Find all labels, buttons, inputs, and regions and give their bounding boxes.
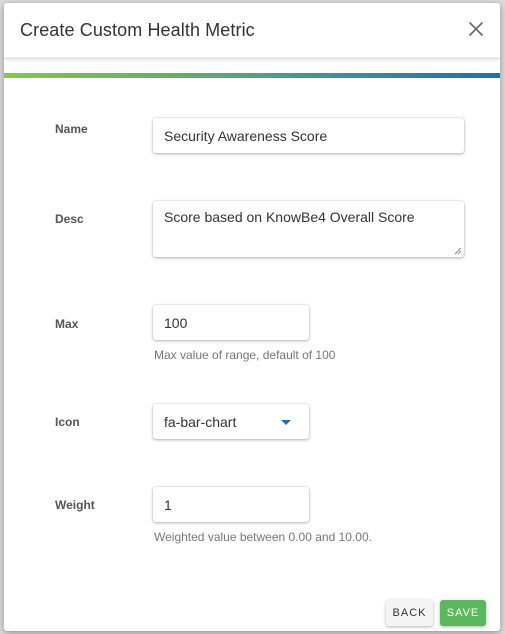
close-icon[interactable] (466, 19, 486, 39)
max-input[interactable] (153, 305, 309, 340)
max-hint: Max value of range, default of 100 (154, 348, 336, 362)
weight-input[interactable] (153, 487, 309, 522)
name-field-box (153, 118, 464, 153)
resize-grip-icon[interactable] (454, 247, 462, 255)
weight-label: Weight (55, 498, 95, 512)
dialog-title: Create Custom Health Metric (20, 20, 255, 40)
icon-select-value: fa-bar-chart (164, 414, 237, 430)
name-input[interactable] (153, 118, 464, 153)
desc-field-box (153, 201, 464, 257)
back-button[interactable]: BACK (386, 600, 433, 626)
save-button[interactable]: SAVE (440, 600, 486, 626)
dialog-header (4, 3, 500, 58)
desc-label: Desc (55, 212, 84, 226)
create-health-metric-dialog (4, 3, 500, 631)
caret-down-icon (281, 420, 291, 425)
name-label: Name (55, 122, 88, 136)
weight-field-box (153, 487, 309, 522)
max-field-box (153, 305, 309, 340)
desc-textarea[interactable] (153, 201, 464, 257)
max-label: Max (55, 317, 79, 331)
accent-gradient-bar (4, 73, 500, 78)
icon-label: Icon (55, 415, 80, 429)
weight-hint: Weighted value between 0.00 and 10.00. (154, 530, 372, 544)
icon-select[interactable] (153, 404, 309, 439)
